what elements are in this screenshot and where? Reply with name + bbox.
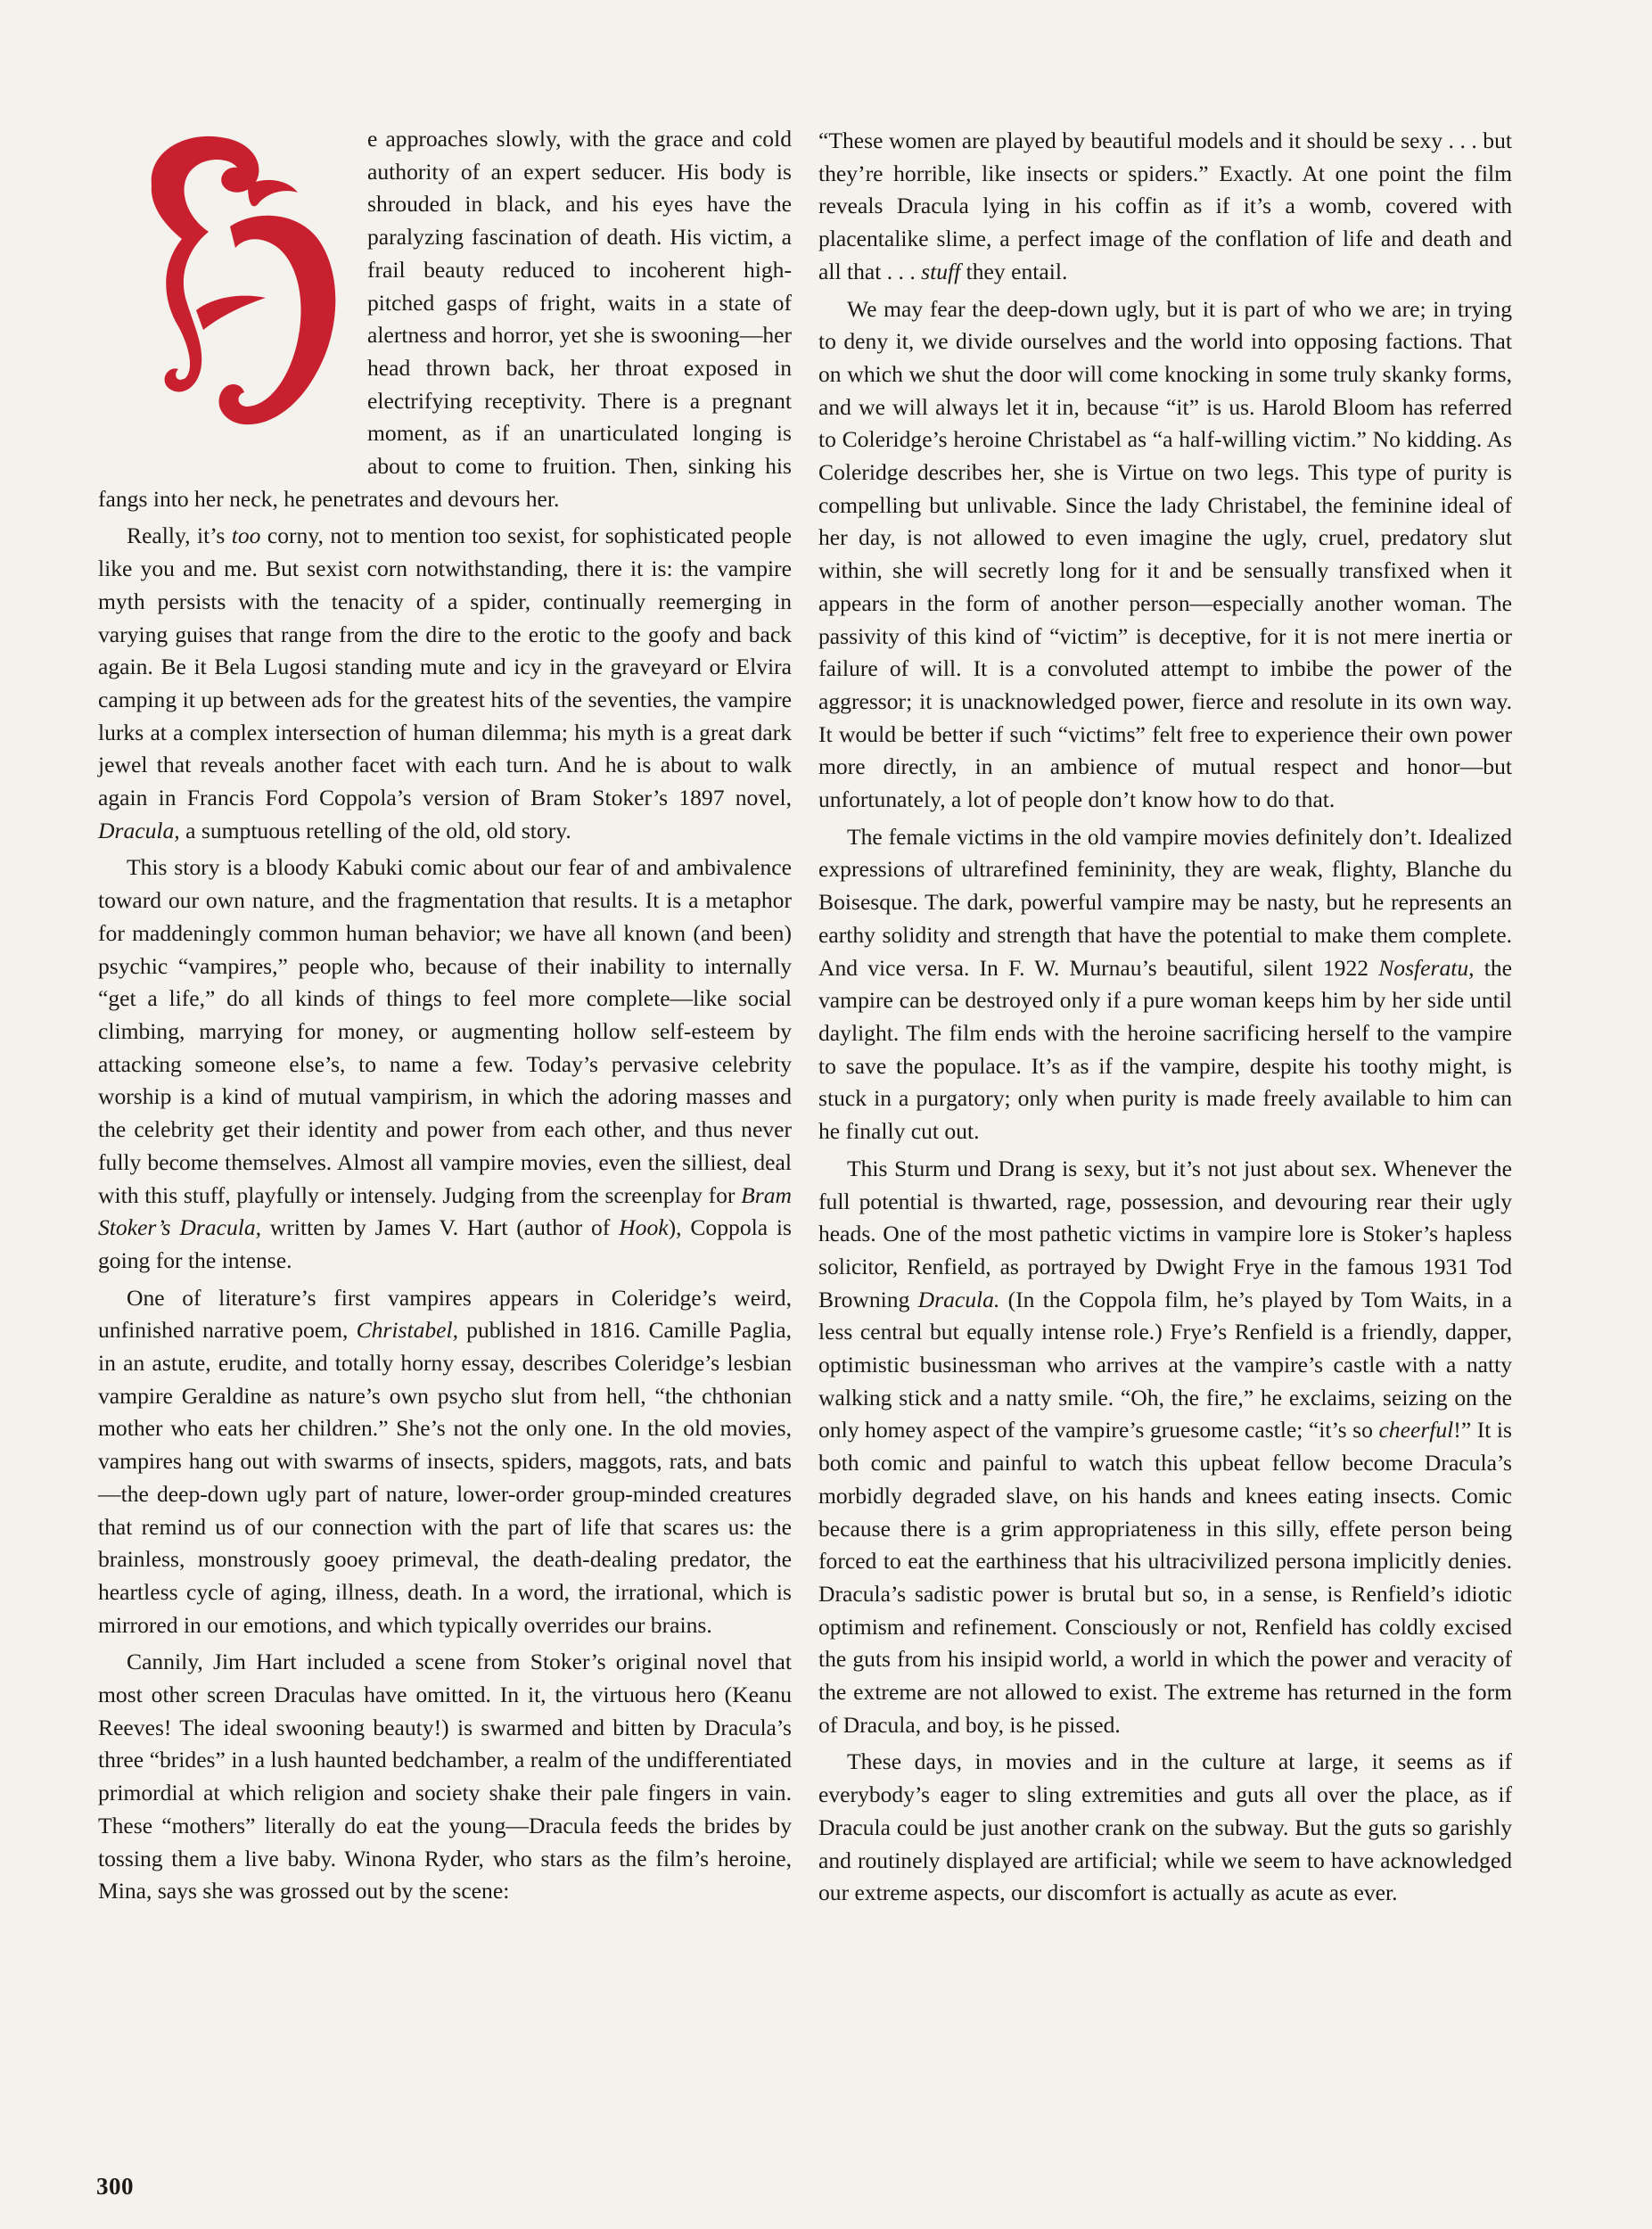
text-run: One of literature’s first vampires appears in Coleridge’s weird, unfinished narrative poem, [98,1284,792,1344]
text-run: (In the Coppola film, he’s played by Tom Waits, in a less central but equally intense role.) Frye’s Renfield is a friendly, dapper, optimistic businessman who arrives at the vampire’s castle with a natty walking stick and a natty smile. “Oh, the fire,” he exclaims, seizing on the only homey aspect of the vampire’s gruesome castle; “it’s so [818,1286,1512,1444]
italic-text: too [231,522,261,549]
body-paragraph [818,125,1512,289]
drop-cap-h [96,123,364,467]
italic-text: Nosferatu, [1378,954,1475,981]
italic-text: Bram Stoker’s Dracula, [98,1181,792,1241]
right-column [818,125,1512,1914]
italic-text: Hook [619,1214,669,1241]
body-paragraph [818,1153,1512,1742]
body-paragraph [818,821,1512,1148]
text-run: Cannily, Jim Hart included a scene from Stoker’s original novel that most other screen Draculas have omitted. In it, the virtuous hero (Keanu Reeves! The ideal swooning beauty!) is swarmed and bitten by Dracula’s three “brides” in a lush haunted bedchamber, a realm of the undifferentiated primordial at which religion and society shake their pale fingers in vain. These “mothers” literally do eat the young—Dracula feeds the brides by tossing them a live baby. Winona Ryder, who stars as the film’s heroine, Mina, says she was grossed out by the scene: [98,1649,792,1904]
text-run: written by James V. Hart (author of [261,1214,620,1241]
text-run: “These women are played by beautiful models and it should be sexy . . . but they’re horrible, like insects or spiders.” Exactly. At one point the film reveals Dracula lying in his coffin as if it’s a womb, covered with placentalike slime, a perfect image of the conflation of life and death and all that . . . [818,127,1512,284]
body-paragraph [818,1746,1512,1910]
text-run: they entail. [960,258,1068,284]
text-run: We may fear the deep-down ugly, but it is part of who we are; in trying to deny it, we divide ourselves and the world into opposing factions. That on which we shut the door will come knocking in some truly skanky forms, and we will always let it in, because “it” is us. Harold Bloom has referred to Coleridge’s heroine Christabel as “a half-willing victim.” No kidding. As Coleridge describes her, she is Virtue on two legs. This type of purity is compelling but unlivable. Since the lady Christabel, the feminine ideal of her day, is not allowed to even imagine the ugly, cruel, predatory slut within, she will secretly long for it and be sensually transfixed when it appears in the form of another person—especially another woman. The passivity of this kind of “victim” is deceptive, for it is not mere inertia or failure of will. It is a convoluted attempt to imbibe the power of the aggressor; it is unacknowledged power, fierce and resolute in its own way. It would be better if such “victims” felt free to experience their own power more directly, in an ambience of mutual respect and honor—but unfortunately, a lot of people don’t know how to do that. [818,295,1512,813]
text-run: The female victims in the old vampire movies definitely don’t. Idealized expressions of ultrarefined femininity, they are weak, flighty, Blanche du Boisesque. The dark, powerful vampire may be nasty, but he represents an earthy solidity and strength that have the potential to make them complete. And vice versa. In F. W. Murnau’s beautiful, silent 1922 [818,823,1512,981]
body-paragraph [98,520,792,847]
italic-text: stuff [921,258,961,284]
body-paragraph [818,293,1512,817]
text-run: These days, in movies and in the culture at large, it seems as if everybody’s eager to sling extremities and guts all over the place, as if Dracula could be just another crank on the subway. But the guts so garishly and routinely displayed are artificial; while we seem to have acknowledged our extreme aspects, our discomfort is actually as acute as ever. [818,1748,1512,1906]
italic-text: cheerful [1378,1417,1454,1444]
text-run: Really, it’s [127,522,232,549]
text-run: corny, not to mention too sexist, for sophisticated people like you and me. But sexist corn notwithstanding, there it is: the vampire myth persists with the tenacity of a spider, continually reemerging in varying guises that range from the dire to the erotic to the goofy and back again. Be it Bela Lugosi standing mute and icy in the graveyard or Elvira camping it up between ads for the greatest hits of the seventies, the vampire lurks at a complex intersection of human dilemma; his myth is a great dark jewel that reveals another facet with each turn. And he is about to walk again in Francis Ford Coppola’s version of Bram Stoker’s 1897 novel, [98,522,792,811]
italic-text: Dracula. [917,1286,1000,1312]
body-paragraph [98,1282,792,1642]
left-column [98,123,792,1912]
text-run: This story is a bloody Kabuki comic about our fear of and ambivalence toward our own nature, and the fragmentation that results. It is a metaphor for maddeningly common human behavior; we have all known (and been) psychic “vampires,” people who, because of their inability to internally “get a life,” do all kinds of things to feel more complete—like social climbing, marrying for money, or augmenting hollow self-esteem by attacking someone else’s, to name a few. Today’s pervasive celebrity worship is a kind of mutual vampirism, in which the adoring masses and the celebrity get their identity and power from each other, and thus never fully become themselves. Almost all vampire movies, even the silliest, deal with this stuff, playfully or intensely. Judging from the screenplay for [98,854,792,1208]
italic-text: Dracula, [98,817,180,843]
page-number: 300 [96,2173,134,2200]
fraktur-h-icon [96,123,364,467]
body-paragraph [98,1646,792,1908]
italic-text: Christabel, [356,1317,459,1344]
text-run: This Sturm und Drang is sexy, but it’s not just about sex. Whenever the full potential is thwarted, rage, possession, and devouring rear their ugly heads. One of the most pathetic victims in vampire lore is Stoker’s hapless solicitor, Renfield, as portrayed by Dwight Frye in the famous 1931 Tod Browning [818,1155,1512,1312]
text-run: published in 1816. Camille Paglia, in an astute, erudite, and totally horny essay, describes Coleridge’s lesbian vampire Geraldine as nature’s own psycho slut from hell, “the chthonian mother who eats her children.” She’s not the only one. In the old movies, vampires hang out with swarms of insects, spiders, maggots, rats, and bats—the deep-down ugly part of nature, lower-order group-minded creatures that remind us of our connection with the part of life that scares us: the brainless, monstrously gooey primeval, the death-dealing predator, the heartless cycle of aging, illness, death. In a word, the irrational, which is mirrored in our emotions, and which typically overrides our brains. [98,1317,792,1638]
text-run: the vampire can be destroyed only if a pure woman keeps him by her side until daylight. The film ends with the heroine sacrificing herself to the vampire to save the populace. It’s as if the vampire, despite his toothy might, is stuck in a purgatory; only when purity is made freely available to him can he finally cut out. [818,954,1512,1145]
text-run: e approaches slowly, with the grace and cold authority of an expert seducer. His body is shrouded in black, and his eyes have the paralyzing fascination of death. His victim, a frail beauty reduced to incoherent high-pitched gasps of fright, waits in a state of alertness and horror, yet she is swooning—her head thrown back, her throat exposed in electrifying receptivity. There is a pregnant moment, as if an unarticulated longing is about to come to fruition. Then, sinking his fangs into her neck, he penetrates and devours her. [98,126,792,512]
text-run: !” It is both comic and painful to watch this upbeat fellow become Dracula’s morbidly degraded slave, on his hands and knees eating insects. Comic because there is a grim appropriateness in this silly, effete person being forced to eat the earthiness that his ultracivilized persona implicitly denies. Dracula’s sadistic power is brutal but so, in a sense, is Renfield’s idiotic optimism and refinement. Consciously or not, Renfield has coldly excised the guts from his insipid world, a world in which the power and veracity of the extreme are not allowed to exist. The extreme has returned in the form of Dracula, and boy, is he pissed. [818,1417,1512,1738]
text-run: a sumptuous retelling of the old, old story. [179,817,571,843]
body-paragraph [98,851,792,1277]
text-run: ), Coppola is going for the intense. [98,1214,792,1273]
